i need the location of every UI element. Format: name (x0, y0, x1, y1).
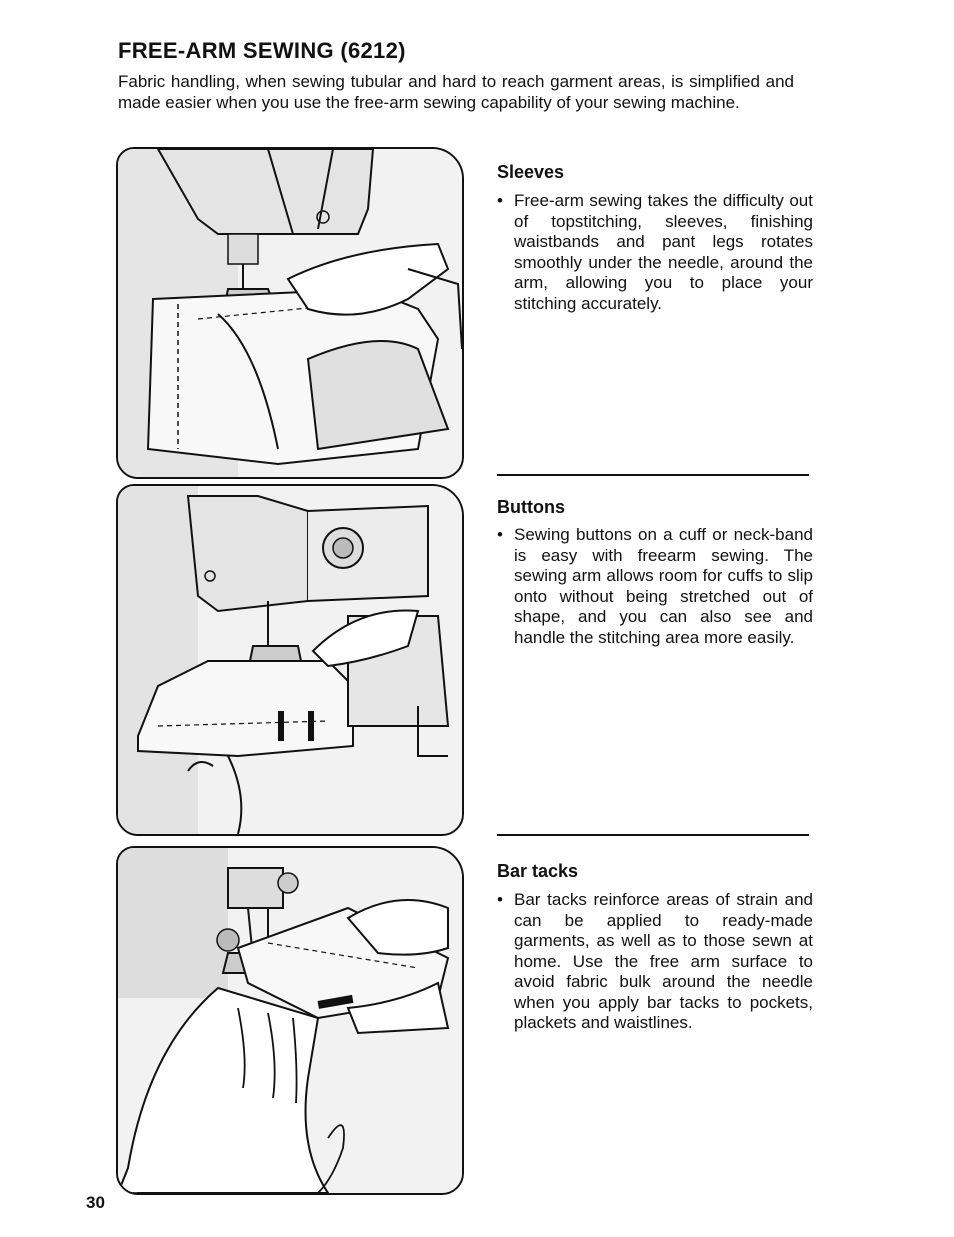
sleeves-text (497, 191, 813, 314)
button-sewing-illustration-icon (118, 486, 462, 834)
bar-tacks-heading: Bar tacks (497, 861, 579, 881)
bar-tacks-text (497, 890, 813, 1034)
buttons-text (497, 525, 813, 648)
buttons-illustration (116, 484, 464, 836)
buttons-heading: Buttons (497, 497, 565, 517)
sleeves-heading: Sleeves (497, 162, 565, 182)
bullet-icon: • (497, 191, 503, 210)
bar-tack-sewing-illustration-icon (118, 848, 462, 1193)
page-title: FREE-ARM SEWING (6212) (118, 38, 406, 63)
sleeves-body: Free-arm sewing takes the difficulty out of topstitching, sleeves, finishing waistbands and pant legs rotates smoothly under the needle, around the arm, allowing you to place your stitching accurately. (514, 191, 813, 313)
page-number: 30 (86, 1193, 105, 1212)
intro-paragraph: Fabric handling, when sewing tubular and hard to reach garment areas, is simplified and made easier when you use the free-arm sewing capability of your sewing machine. (118, 72, 794, 112)
bullet-icon: • (497, 525, 503, 544)
sleeve-sewing-illustration-icon (118, 149, 462, 477)
section-divider (497, 474, 809, 476)
sleeves-illustration (116, 147, 464, 479)
bullet-icon: • (497, 890, 503, 909)
buttons-body: Sewing buttons on a cuff or neck-band is easy with freearm sewing. The sewing arm allows room for cuffs to slip onto without being stretched out of shape, and you can also see and handle the stitching area more easily. (514, 525, 813, 647)
bar-tacks-body: Bar tacks reinforce areas of strain and can be applied to ready-made garments, as well as to those sewn at home. Use the free arm surface to avoid fabric bulk around the needle when you apply bar tacks to pockets, plackets and waistlines. (514, 890, 813, 1032)
bar-tacks-illustration (116, 846, 464, 1195)
section-divider (497, 834, 809, 836)
